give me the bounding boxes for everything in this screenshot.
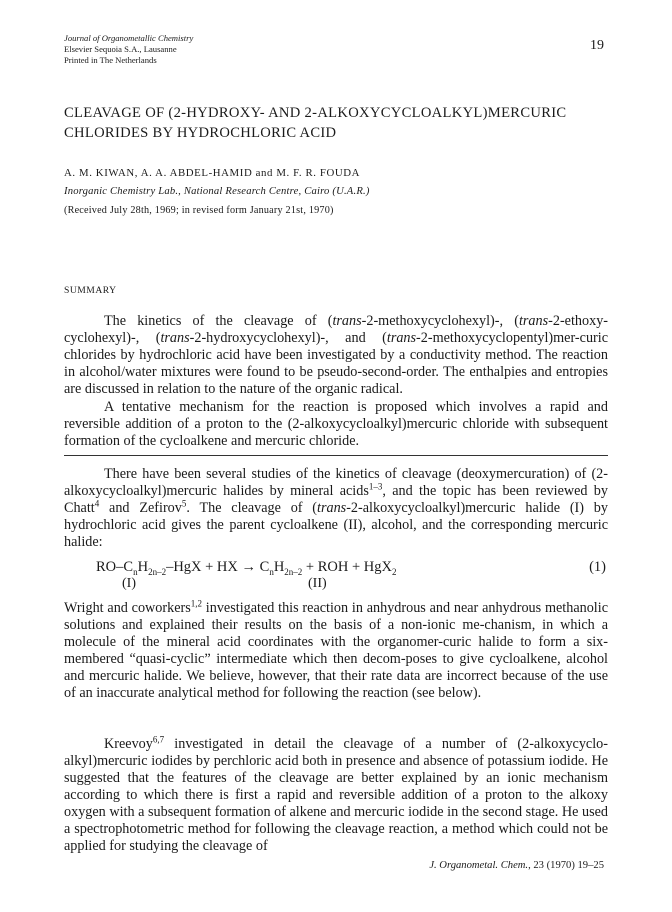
page-number: 19	[590, 38, 604, 53]
article-title	[64, 104, 624, 143]
authors: A. M. KIWAN, A. A. ABDEL-HAMID and M. F. R. FOUDA	[64, 167, 361, 179]
printed-line: Printed in The Netherlands	[64, 55, 157, 65]
equation-labels	[64, 576, 608, 593]
footer-citation: J. Organometal. Chem., 23 (1970) 19–25	[429, 860, 604, 871]
section-divider	[64, 455, 608, 456]
body-paragraph-2: Wright and coworkers$^{1,2}$ investigated this reaction in anhydrous and near anhydrous methanolic solutions and explained their results on the basis of a non-ionic me-chanism, in which a molecule of the mineral acid coordinates with the organomer-curic halide to form a six-membered “quasi-cyclic” intermediate which then decom-poses to give cycloalkene, alcohol and mercuric halide. We believe, however, that their rate data are incorrect because of the use of an inaccurate analytical method for following the reaction (see below).	[64, 598, 608, 701]
body-paragraph-1: There have been several studies of the kinetics of cleavage (deoxymercuration) of (2-alkoxycycloalkyl)mercuric halides by mineral acids$^{1-3}$, and the topic has been reviewed by Chatt$^4$ and Zefirov$^5$. The cleavage of (trans-2-alkoxycycloalkyl)mercuric halide (I) by hydrochloric acid gives the parent cycloalkene (II), alcohol, and the corresponding mercuric halide:	[64, 466, 608, 550]
equation-formula: $RO-C_nH_{2n-2}$–HgX + HX → $C_nH_{2n-2}$ + ROH + HgX$_2$	[96, 559, 397, 577]
summary-paragraph-1: The kinetics of the cleavage of (trans-2-methoxycyclohexyl)-, (trans-2-ethoxy-cyclohexyl)-, (trans-2-hydroxycyclohexyl)-, and (trans-2-methoxycyclopentyl)mer-curic chlorides by hydrochloric acid have been investigated by a conductivity method. The reaction in alcohol/water mixtures were found to be pseudo-second-order. The enthalpies and entropies are discussed in relation to the nature of the organic radical.	[64, 313, 609, 397]
journal-name: Journal of Organometallic Chemistry	[64, 33, 194, 43]
compound-label-II: (II)	[308, 576, 327, 591]
summary-paragraph-2: A tentative mechanism for the reaction is proposed which involves a rapid and reversible addition of a proton to the (2-alkoxycycloalkyl)mercuric chloride with subsequent formation of the cycloalkene and mercuric chloride.	[64, 399, 608, 449]
received-dates: (Received July 28th, 1969; in revised form January 21st, 1970)	[64, 205, 334, 216]
summary-heading: SUMMARY	[64, 285, 117, 296]
equation-1	[64, 559, 608, 577]
body-paragraph-3: Kreevoy$^{6,7}$ investigated in detail the cleavage of a number of (2-alkoxycyclo-alkyl)mercuric iodides by perchloric acid both in presence and absence of potassium iodide. He suggested that the features of the cleavage are better explained by an ionic mechanism according to which there is first a rapid and reversible addition of a proton to the alkoxy oxygen with a subsequent formation of alkene and mercuric iodide in the second stage. He used a spectrophotometric method for following the cleavage reaction, a method which could not be applied for studying the cleavage of	[64, 734, 608, 854]
compound-label-I: (I)	[122, 576, 136, 591]
publisher-line: Elsevier Sequoia S.A., Lausanne	[64, 44, 177, 54]
affiliation: Inorganic Chemistry Lab., National Research Centre, Cairo (U.A.R.)	[64, 186, 370, 197]
title-line-1: CLEAVAGE OF (2-HYDROXY- AND 2-ALKOXYCYCLOALKYL)MERCURIC	[64, 105, 567, 121]
equation-number: (1)	[589, 559, 606, 575]
title-line-2: CHLORIDES BY HYDROCHLORIC ACID	[64, 124, 337, 141]
